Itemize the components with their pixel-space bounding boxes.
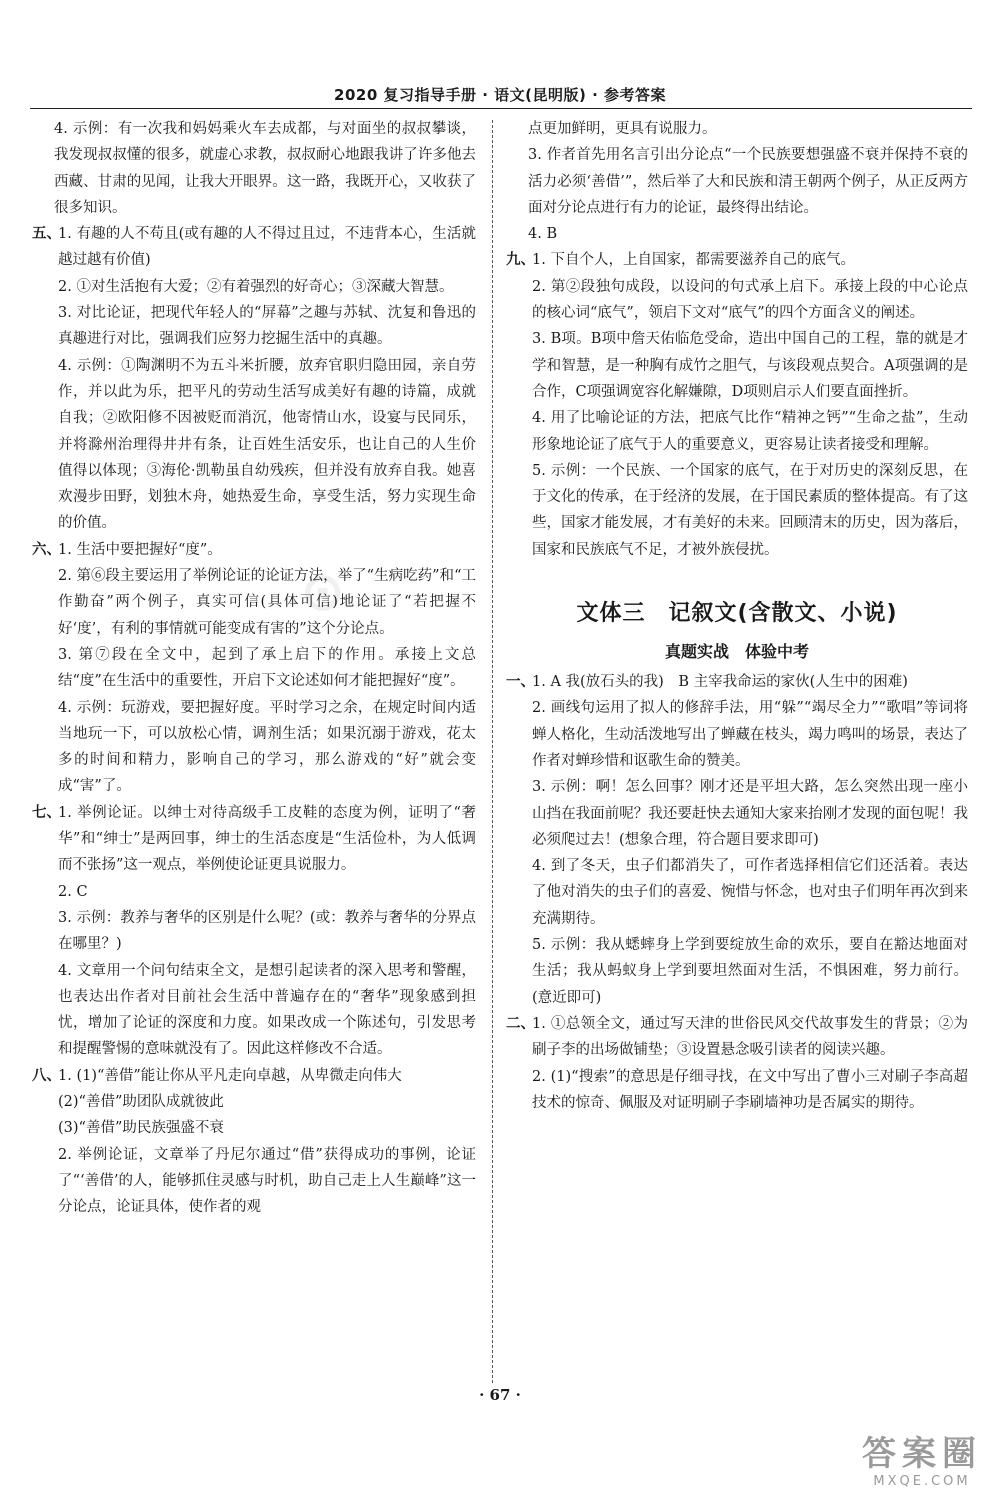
section-1: [506, 669, 968, 1011]
section-subtitle: 真题实战 体验中考: [664, 642, 809, 662]
answer-item: 5. 示例：一个民族、一个国家的底气，在于对历史的深刻反思，在于文化的传承，在于经济的发展，在于国民素质的整体提高。有了这些，国家才能发展，才有美好的未来。回顾清末的历史，因为落后，国家和民族底气不足，才被外族侵扰。: [532, 462, 968, 558]
section-9: [506, 247, 968, 563]
answer-item: (3)“善借”助民族强盛不衰: [58, 1120, 224, 1137]
page-header: 2020 复习指导手册 · 语文(昆明版) · 参考答案: [334, 86, 666, 104]
section-8-continued: [506, 116, 968, 247]
answer-item: 4. 用了比喻论证的方法，把底气比作“精神之钙”“生命之盐”，生动形象地论证了底气于人的重要意义，更容易让读者接受和理解。: [532, 410, 968, 453]
answer-item: (2)“善借”助团队成就彼此: [58, 1093, 224, 1110]
faint-watermark-mark: ⊙: [300, 560, 356, 623]
section-number: 六、: [32, 540, 61, 558]
left-column: [32, 116, 476, 1220]
answer-item: 2. 画线句运用了拟人的修辞手法，用“躲”“竭尽全力”“歌唱”等词将蝉人格化，生动活泼地写出了蝉藏在枝头，竭力鸣叫的场景，表达了作者对蝉珍惜和讴歌生命的赞美。: [532, 700, 968, 769]
answer-item: 1. 生活中要把握好“度”。: [58, 541, 222, 558]
column-divider: [492, 120, 493, 1383]
answer-item: 4. 文章用一个问句结束全文，是想引起读者的深入思考和警醒，也表达出作者对目前社会生活中普遍存在的“奢华”现象感到担忧，增加了论证的深度和力度。如果改成一个陈述句，引发思考和提醒警惕的意味就没有了。因此这样修改不合适。: [58, 962, 476, 1058]
answer-item: 1. A 我(放石头的我) B 主宰我命运的家伙(人生中的困难): [532, 674, 908, 691]
answer-item: 3. 对比论证，把现代年轻人的“屏幕”之趣与苏轼、沈复和鲁迅的真趣进行对比，强调我们应努力挖掘生活中的真趣。: [58, 305, 476, 348]
section-2: [506, 1011, 968, 1116]
answer-item: 3. 第⑦段在全文中，起到了承上启下的作用。承接上文总结“度”在生活中的重要性，开启下文论述如何才能把握好“度”。: [58, 646, 476, 690]
answer-item: 2. 第⑥段主要运用了举例论证的论证方法，举了“生病吃药”和“工作勤奋”两个例子，真实可信(具体可信)地论证了“若把握不好‘度’，有利的事情就可能变成有害的”这个分论点。: [58, 568, 476, 637]
chapter-title: 文体三 记叙文(含散文、小说): [576, 601, 898, 627]
header-rule: [30, 108, 972, 109]
answer-item: 3. B项。B项中詹天佑临危受命，造出中国自己的工程，靠的就是才学和智慧，是一种胸有成竹之胆气，与该段观点契合。A项强调的是合作，C项强调宽容化解嫌隙，D项则启示人们要直面挫折。: [532, 331, 968, 400]
answer-item: 2. C: [58, 883, 88, 900]
watermark-url: MXQE.COM: [873, 1474, 971, 1489]
section-8: [32, 1063, 476, 1221]
right-column: [506, 116, 968, 1116]
answer-item: 3. 示例：啊！怎么回事？刚才还是平坦大路，怎么突然出现一座小山挡在我面前呢？我还要赶快去通知大家来抬刚才发现的面包呢！我必须爬过去！(想象合理，符合题目要求即可): [532, 779, 968, 848]
section-number: 七、: [32, 803, 61, 821]
answer-item: 4. 示例：①陶渊明不为五斗米折腰，放弃官职归隐田园，亲自劳作，并以此为乐，把平凡的劳动生活写成美好有趣的诗篇，成就自我；②欧阳修不因被贬而消沉，他寄情山水，设宴与民同乐，并将滁州治理得井井有条，让百姓生活安乐，也让自己的人生价值得以体现；③海伦·凯勒虽自幼残疾，但并没有放弃自我。她喜欢漫步田野，划独木舟，她热爱生命，享受生活，努力实现生命的价值。: [58, 357, 476, 532]
answer-item: 2. 第②段独句成段，以设问的句式承上启下。承接上段的中心论点的核心词“底气”，领启下文对“底气”的四个方面含义的阐述。: [532, 278, 968, 322]
page-number: · 67 ·: [479, 1386, 521, 1404]
section-number: 一、: [506, 673, 535, 691]
section-number: 九、: [506, 251, 535, 269]
answer-item: 3. 示例：教养与奢华的区别是什么呢？(或：教养与奢华的分界点在哪里？): [58, 909, 476, 953]
answer-item: 1. (1)“善借”能让你从平凡走向卓越，从卑微走向伟大: [58, 1067, 402, 1084]
answer-item: 点更加鲜明，更具有说服力。: [528, 121, 717, 137]
answer-item: 5. 示例：我从蟋蟀身上学到要绽放生命的欢乐，要自在豁达地面对生活；我从蚂蚁身上学到要坦然面对生活，不惧困难，努力前行。(意近即可): [532, 937, 968, 1006]
answer-item: 2. 举例论证，文章举了丹尼尔通过“借”获得成功的事例，论证了“‘善借’的人，能够抓住灵感与时机，助自己走上人生巅峰”这一分论点，论证具体，使作者的观: [58, 1146, 476, 1216]
answer-item: 1. 下自个人，上自国家，都需要滋养自己的底气。: [532, 252, 855, 269]
answer-item: 4. 到了冬天，虫子们都消失了，可作者选择相信它们还活着。表达了他对消失的虫子们的喜爱、惋惜与怀念，也对虫子们明年再次到来充满期待。: [532, 858, 968, 927]
section-number: 二、: [506, 1014, 535, 1032]
answer-item: 4. 示例：玩游戏，要把握好度。平时学习之余，在规定时间内适当地玩一下，可以放松心情，调剂生活；如果沉溺于游戏，花太多的时间和精力，影响自己的学习，那么游戏的“好”就会变成“害”了。: [58, 699, 476, 795]
section-5: [32, 221, 476, 537]
section-number: 八、: [32, 1066, 61, 1084]
answer-item: 1. 有趣的人不苟且(或有趣的人不得过且过，不违背本心，生活就越过越有价值): [58, 226, 476, 269]
section-intro: [32, 116, 476, 221]
answer-item: 4. B: [528, 226, 558, 243]
answer-item: 2. (1)“搜索”的意思是仔细寻找，在文中写出了曹小三对刷子李高超技术的惊奇、佩服及对证明刷子李刷墙神功是否属实的期待。: [532, 1068, 968, 1111]
section-6: [32, 537, 476, 800]
answer-item: 3. 作者首先用名言引出分论点“一个民族要想强盛不衰并保持不衰的活力必须‘善借’”，然后举了大和民族和清王朝两个例子，从正反两方面对分论点进行有力的论证，最终得出结论。: [528, 147, 968, 216]
answer-item: 4. 示例：有一次我和妈妈乘火车去成都，与对面坐的叔叔攀谈，我发现叔叔懂的很多，就虚心求教，叔叔耐心地跟我讲了许多他去西藏、甘肃的见闻，让我大开眼界。这一路，我既开心，又收获了很多知识。: [54, 121, 476, 216]
site-watermark: [862, 1434, 982, 1489]
section-number: 五、: [32, 225, 61, 243]
section-7: [32, 800, 476, 1063]
watermark-logo-text: 答案圈: [862, 1434, 982, 1474]
answer-item: 2. ①对生活抱有大爱；②有着强烈的好奇心；③深藏大智慧。: [58, 278, 454, 295]
answer-item: 1. 举例论证。以绅士对待高级手工皮鞋的态度为例，证明了“奢华”和“绅士”是两回事，绅士的生活态度是“生活俭朴，为人低调而不张扬”这一观点，举例使论证更具说服力。: [58, 804, 476, 874]
answer-item: 1. ①总领全文，通过写天津的世俗民风交代故事发生的背景；②为刷子李的出场做铺垫；③设置悬念吸引读者的阅读兴趣。: [532, 1015, 968, 1059]
